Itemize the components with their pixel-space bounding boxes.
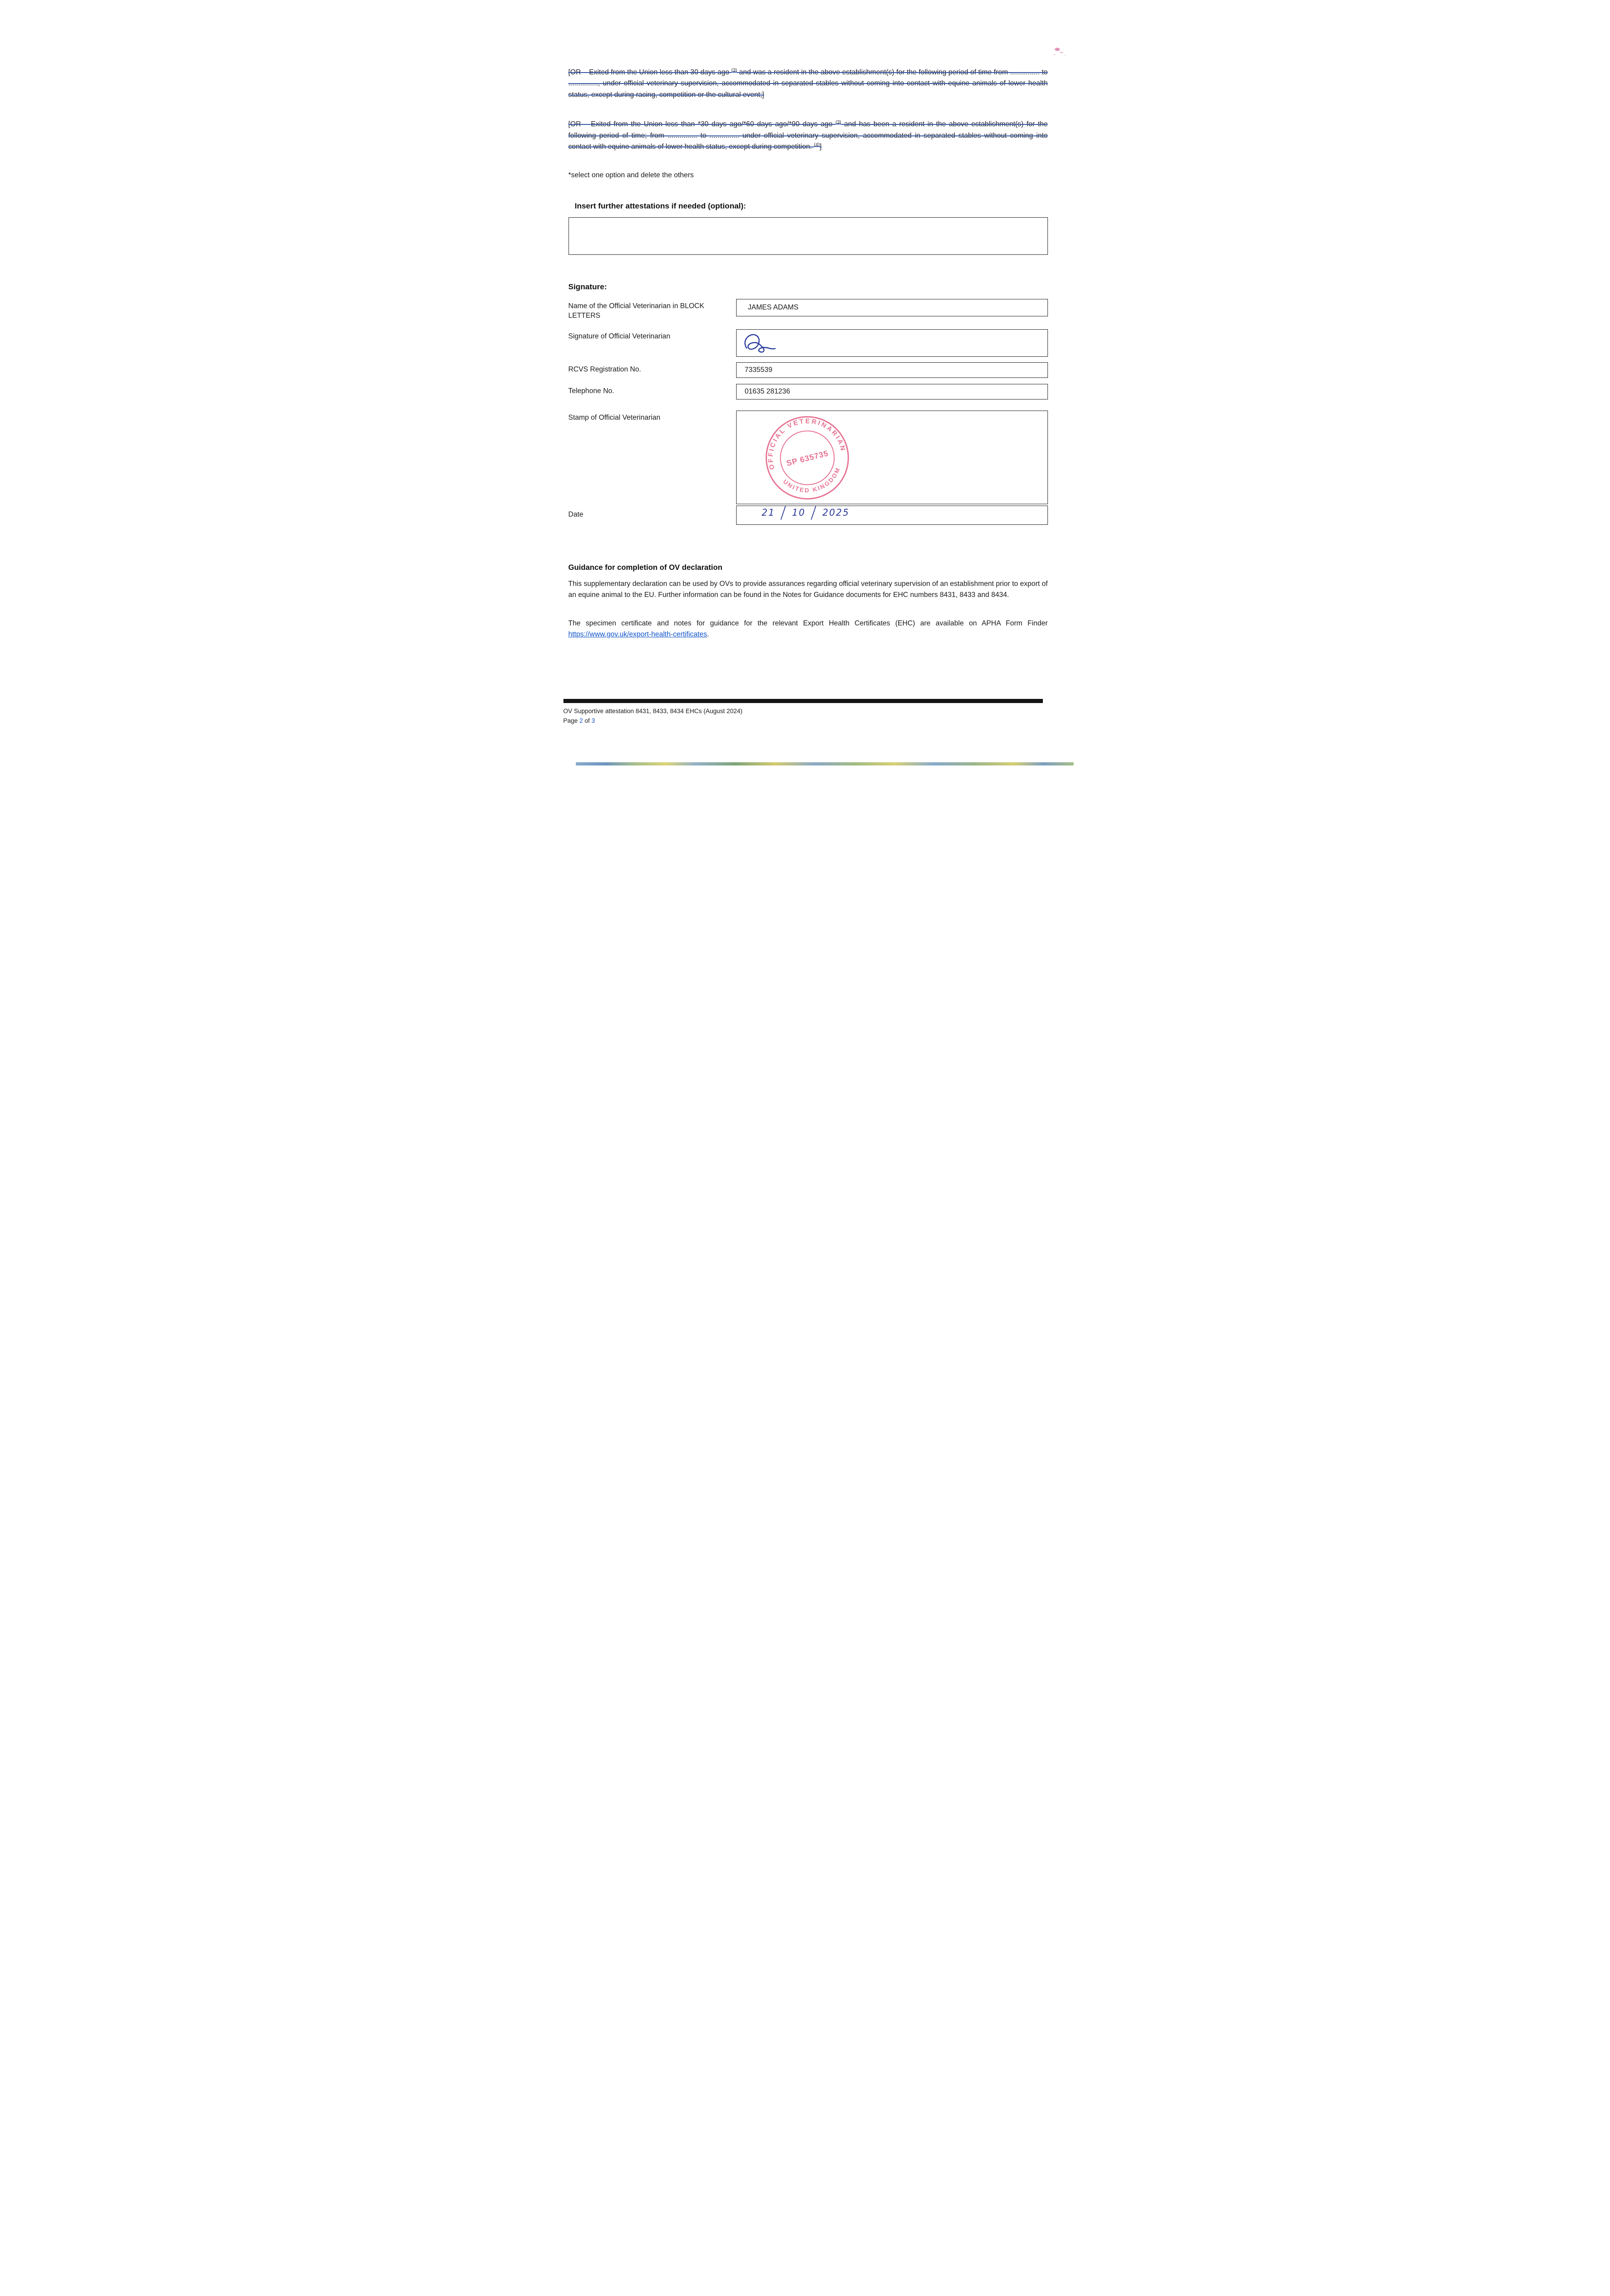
- footnote-ref-3: (3): [835, 120, 841, 125]
- date-day: 21: [761, 506, 775, 518]
- name-field[interactable]: [736, 299, 1048, 316]
- field-row-telephone: [569, 384, 1048, 400]
- export-health-certificates-link[interactable]: https://www.gov.uk/export-health-certificates: [568, 630, 707, 638]
- signature-field[interactable]: [736, 329, 1048, 357]
- page-footer: [563, 699, 1043, 726]
- further-attestations-heading: Insert further attestations if needed (optional):: [574, 201, 746, 210]
- handwritten-date: [761, 501, 850, 523]
- stamp-center-text: SP 635735: [785, 448, 829, 468]
- stamp-field[interactable]: [736, 411, 1048, 504]
- field-row-name: [569, 299, 1048, 321]
- date-separator: /: [781, 501, 786, 523]
- footer-page-indicator: [563, 716, 1043, 726]
- telephone-value: 01635 281236: [744, 387, 790, 395]
- name-label: Name of the Official Veterinarian in BLOCK LETTERS: [568, 302, 704, 320]
- field-row-stamp: [569, 411, 1048, 504]
- rcvs-label: RCVS Registration No.: [568, 365, 642, 373]
- further-attestations-box[interactable]: [569, 217, 1048, 255]
- select-option-note: *select one option and delete the others: [568, 171, 694, 179]
- attestation-option-1: [569, 67, 1048, 101]
- date-field[interactable]: [736, 501, 1048, 525]
- rcvs-field[interactable]: [736, 362, 1048, 378]
- guidance-paragraph-1: This supplementary declaration can be used by OVs to provide assurances regarding official veterinary supervision of an establishment prior to export of an equine animal to the EU. Further information can be found in the Notes for Guidance documents for EHC numbers 8431, 8433 and 8434.: [568, 580, 1048, 599]
- page-label: Page: [563, 717, 580, 724]
- stamp-bottom-arc-text: UNITED KINGDOM: [782, 466, 842, 494]
- official-veterinarian-stamp: [763, 414, 851, 502]
- signature-ink: [739, 331, 813, 355]
- field-row-signature: [569, 329, 1048, 357]
- telephone-field[interactable]: [736, 384, 1048, 400]
- rcvs-value: 7335539: [744, 366, 772, 374]
- footnote-ref-4: (4): [814, 142, 820, 148]
- name-value: JAMES ADAMS: [748, 303, 799, 311]
- stamp-top-arc-text: OFFICIAL VETERINARIAN: [767, 417, 847, 470]
- date-year: 2025: [822, 506, 850, 518]
- telephone-label: Telephone No.: [568, 387, 614, 395]
- field-row-rcvs: [569, 362, 1048, 378]
- page-total: 3: [591, 717, 595, 724]
- option1-text-1: [OR – Exited from the Union less than 30 days ago: [568, 68, 732, 76]
- guidance-paragraph-2: [569, 618, 1048, 640]
- field-row-date: [568, 501, 1048, 525]
- footer-document-title: OV Supportive attestation 8431, 8433, 8434 EHCs (August 2024): [563, 708, 743, 715]
- signature-section-heading: Signature:: [568, 282, 607, 291]
- date-month: 10: [792, 506, 806, 518]
- guidance-heading: Guidance for completion of OV declaration: [568, 563, 723, 572]
- guidance-paragraph-2-period: .: [707, 630, 709, 638]
- guidance-paragraph-2-text: The specimen certificate and notes for guidance for the relevant Export Health Certificates (EHC) are available on APHA Form Finder: [568, 619, 1048, 627]
- date-label: Date: [568, 510, 584, 518]
- signature-label: Signature of Official Veterinarian: [568, 332, 670, 340]
- footer-divider-bar: [563, 699, 1043, 703]
- page-of: of: [583, 717, 592, 724]
- footnote-ref-3: (3): [731, 68, 737, 73]
- option2-text-1: [OR – Exited from the Union less than *30 days ago/*60 days ago/*90 days ago: [568, 120, 836, 129]
- document-content: [537, 0, 1074, 640]
- date-separator: /: [811, 501, 817, 523]
- option1-text-2: and was a resident in the above establishment(s) for the following period of time from ............... to ..............., under official veterinary supervision, accommodated in separated stables without coming into contact with equine animals of lower health status, except during racing, competition or the cultural event;]: [568, 68, 1048, 99]
- scan-smudge-artifact: [1055, 48, 1060, 51]
- scan-strip-artifact: [576, 762, 1074, 765]
- document-page: [537, 0, 1074, 765]
- attestation-option-2: [569, 119, 1048, 152]
- option2-text-2: and has been a resident in the above establishment(s) for the following period of time; from ............... to ............... under official veterinary supervision, accommodated in separated stables without coming into contact with equine animals of lower health status, except during competition.: [568, 120, 1048, 151]
- stamp-label: Stamp of Official Veterinarian: [568, 413, 660, 422]
- page-current: 2: [579, 717, 583, 724]
- option2-text-3: ]: [819, 143, 822, 151]
